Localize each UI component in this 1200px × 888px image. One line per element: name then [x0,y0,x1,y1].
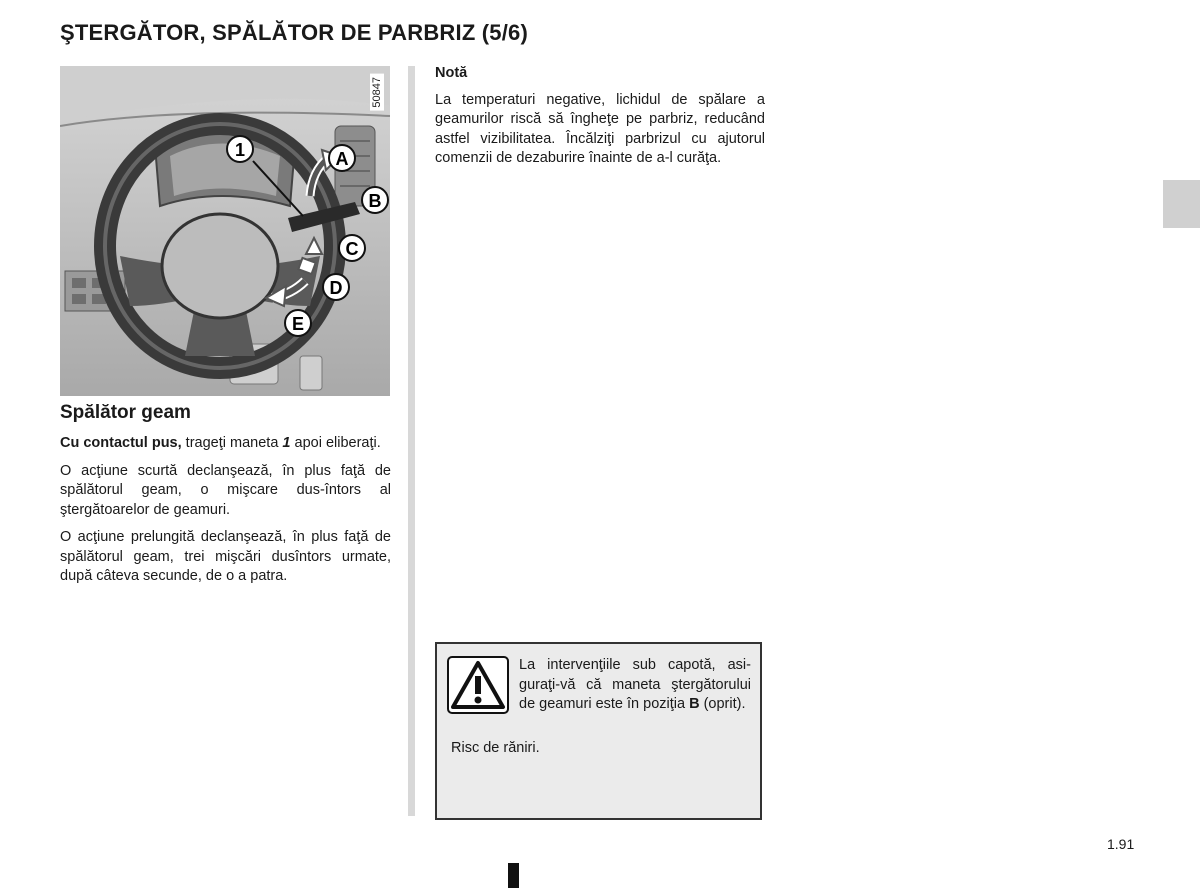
warning-risk: Risc de răniri. [451,740,540,756]
section-heading: Spălător geam [60,402,191,423]
paragraph-3: O acţiune prelungită declanşează, în plus faţă de spălătorul geam, trei mişcări dusîntors urmate, după câteva secunde, de o a patra. [60,529,391,584]
paragraph-1-bold: Cu contactul pus, [60,435,182,451]
column-divider [408,66,415,816]
note-section [435,64,765,169]
warning-text-bold: B [689,696,700,712]
label-1: 1 [234,140,246,160]
chapter-tab [1163,180,1200,228]
figure-number: 50847 [370,74,384,111]
label-e: E [291,314,305,334]
bottom-mark [508,863,519,888]
note-heading: Notă [435,65,468,81]
warning-triangle-icon [447,656,509,714]
warning-text-b: (oprit). [699,696,746,712]
paragraph-1-num: 1 [282,435,291,451]
paragraph-1-a: trageţi maneta [181,435,283,451]
steering-wheel-illustration [60,66,390,396]
warning-text [519,656,751,715]
left-text-column [60,434,391,595]
warning-box [435,642,762,820]
warning-text-a: La intervenţiile sub capotă, asiguraţi-vă că maneta ştergătorului de geamuri este în poziţia [519,657,751,712]
page-number: 1.91 [1107,836,1135,852]
paragraph-2: O acţiune scurtă declanşează, în plus faţă de spălătorul geam, o mişcare dus-întors al ştergătoarelor de geamuri. [60,462,391,518]
page-title: ŞTERGĂTOR, SPĂLĂTOR DE PARBRIZ (5/6) [60,20,529,45]
illustration-drawing [60,66,390,396]
label-d: D [329,278,343,298]
paragraph-1-b: apoi eliberaţi. [290,435,381,451]
label-b: B [368,191,382,211]
paragraph-1 [60,434,391,454]
label-a: A [335,149,349,169]
note-text: La temperaturi negative, lichidul de spălare a geamurilor riscă să îngheţe pe parbriz, reducând astfel vizibilitatea. Încălziţi parbrizul cu ajutorul comenzii de dezaburire înainte de a-l curăţa. [435,91,765,166]
label-c: C [345,239,359,259]
